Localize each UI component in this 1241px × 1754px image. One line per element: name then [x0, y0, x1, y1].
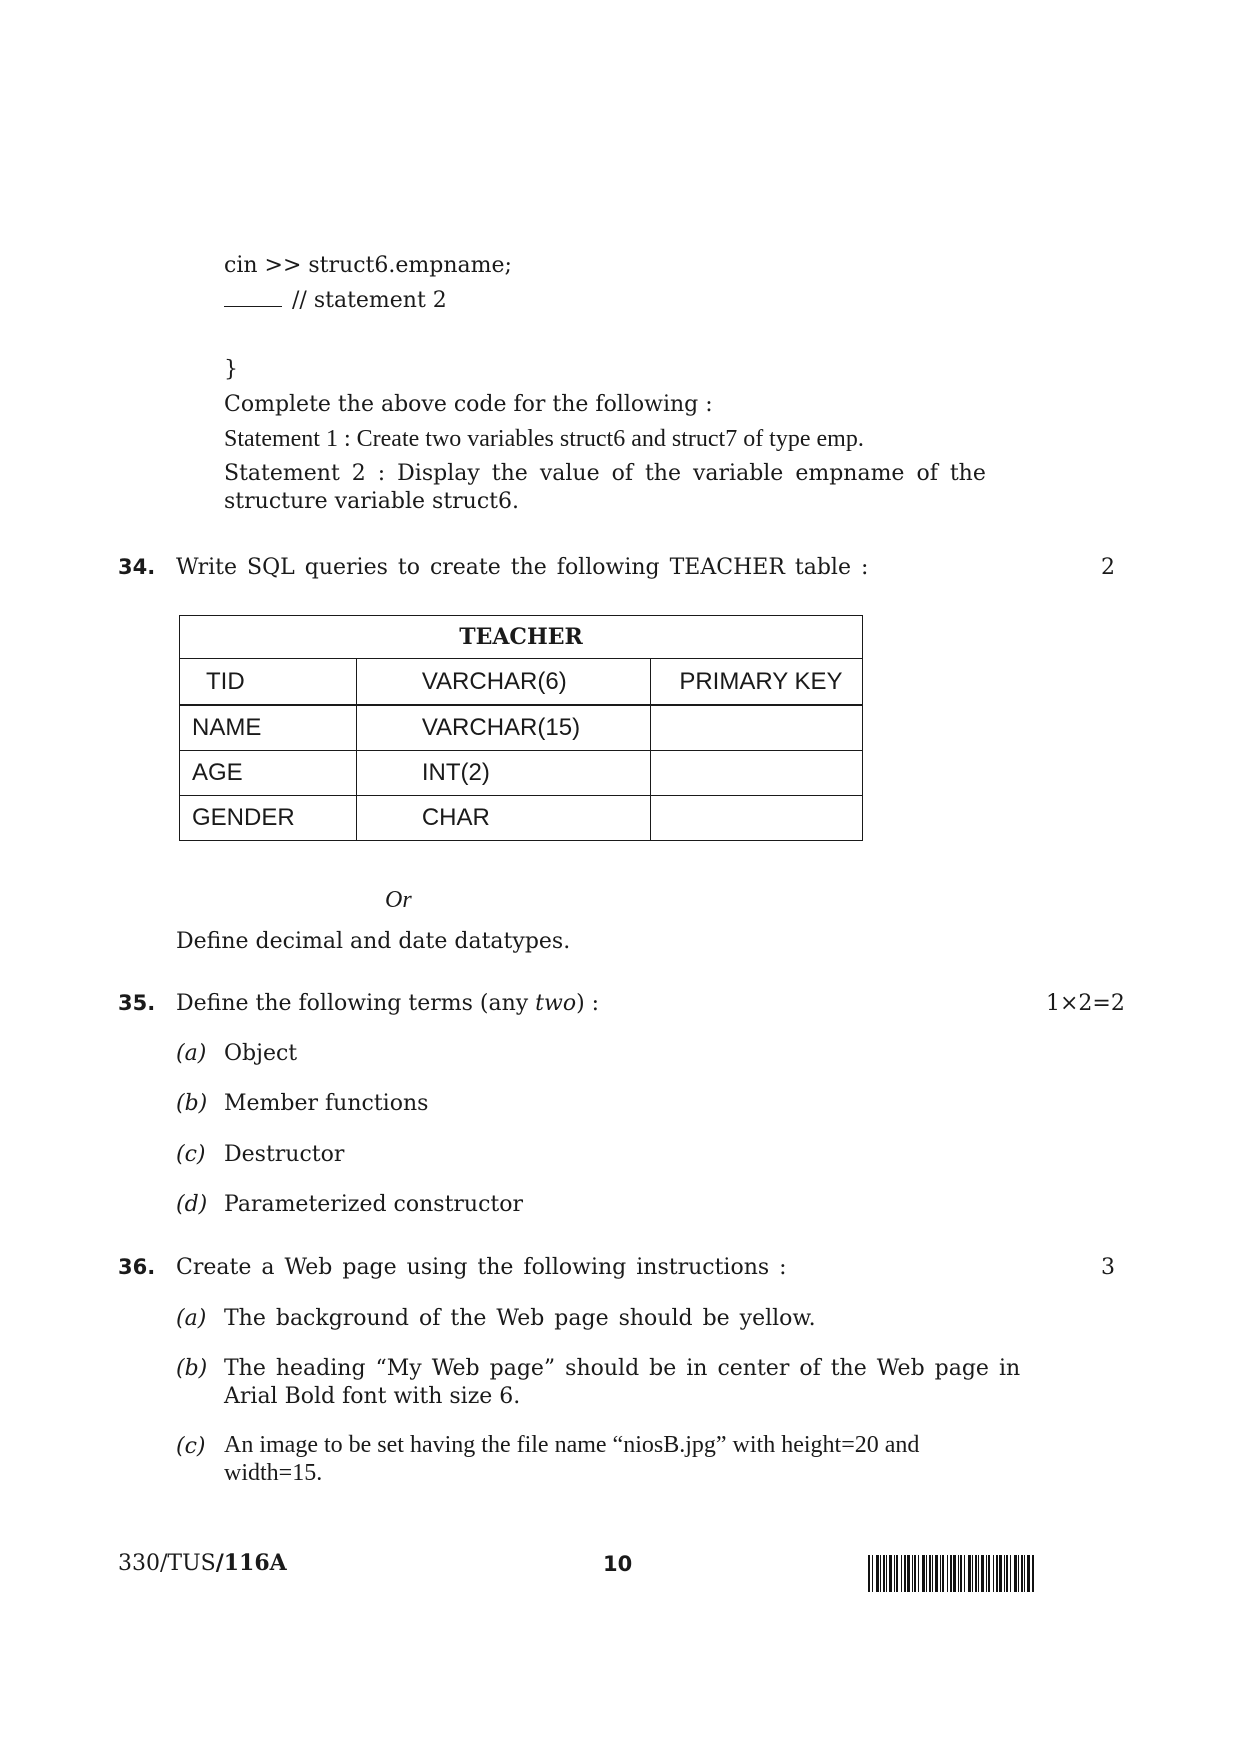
- q36-option-line1: The heading “My Web page” should be in center of the Web page in: [224, 1356, 1021, 1381]
- table-cell: VARCHAR(6): [356, 659, 651, 706]
- teacher-table: [179, 615, 863, 841]
- q36-option-line1: The background of the Web page should be yellow.: [224, 1306, 816, 1331]
- table-cell: INT(2): [356, 751, 651, 796]
- code-line-cin: cin >> struct6.empname;: [224, 253, 512, 278]
- paper-code: [118, 1550, 287, 1576]
- q35-text: [176, 991, 599, 1016]
- q35-option-text: Object: [224, 1041, 298, 1066]
- table-cell: [651, 751, 863, 796]
- q36-text: Create a Web page using the following instructions :: [176, 1255, 787, 1280]
- code-line-statement2: [224, 288, 447, 313]
- q36-option-line2: width=15.: [224, 1460, 323, 1486]
- code-closing-brace: }: [224, 357, 238, 382]
- table-row: [180, 659, 863, 706]
- table-cell: PRIMARY KEY: [651, 659, 863, 706]
- table-row: [180, 705, 863, 751]
- q36-option-line1: An image to be set having the file name “niosB.jpg” with height=20 and: [224, 1432, 920, 1458]
- table-cell: AGE: [180, 751, 357, 796]
- q36-option-label: (a): [176, 1306, 207, 1331]
- q34-text: Write SQL queries to create the following TEACHER table :: [176, 555, 869, 580]
- paper-code-suffix: /116A: [215, 1550, 287, 1576]
- q34-number: 34.: [118, 555, 156, 579]
- q35-option-label: (c): [176, 1142, 206, 1167]
- q35-option-label: (b): [176, 1091, 208, 1116]
- q36-option-label: (c): [176, 1434, 206, 1459]
- q35-option-text: Destructor: [224, 1142, 345, 1167]
- q35-number: 35.: [118, 991, 156, 1015]
- table-cell: CHAR: [356, 796, 651, 841]
- q35-marks: 1×2=2: [1046, 991, 1125, 1016]
- table-row: [180, 751, 863, 796]
- q33-statement1: Statement 1 : Create two variables struct6 and struct7 of type emp.: [224, 426, 864, 452]
- q35-text-pre: Define the following terms (any: [176, 991, 529, 1016]
- table-cell: [651, 796, 863, 841]
- q35-option-label: (a): [176, 1041, 207, 1066]
- page-number: 10: [603, 1552, 633, 1576]
- paper-code-prefix: 330/TUS: [118, 1551, 216, 1576]
- q36-option-line2: Arial Bold font with size 6.: [224, 1384, 521, 1409]
- barcode-image: [868, 1555, 1130, 1592]
- teacher-table-title: TEACHER: [180, 616, 863, 659]
- q33-statement2-line2: structure variable struct6.: [224, 489, 519, 514]
- table-cell: GENDER: [180, 796, 357, 841]
- q36-number: 36.: [118, 1255, 156, 1279]
- q34-alternative: Define decimal and date datatypes.: [176, 929, 571, 954]
- table-cell: [651, 705, 863, 751]
- q34-or: Or: [385, 887, 412, 913]
- blank-underline: [224, 288, 282, 307]
- q34-marks: 2: [1101, 555, 1115, 580]
- q35-text-emph: two: [535, 991, 577, 1016]
- table-cell: NAME: [180, 705, 357, 751]
- table-row: [180, 796, 863, 841]
- q35-option-text: Parameterized constructor: [224, 1192, 524, 1217]
- q33-instruction: Complete the above code for the following :: [224, 392, 713, 417]
- table-cell: VARCHAR(15): [356, 705, 651, 751]
- statement2-comment: // statement 2: [292, 288, 447, 313]
- q35-text-post: ) :: [576, 991, 600, 1016]
- table-cell: TID: [180, 659, 357, 706]
- q35-option-label: (d): [176, 1192, 208, 1217]
- q35-option-text: Member functions: [224, 1091, 429, 1116]
- q36-option-label: (b): [176, 1356, 208, 1381]
- q33-statement2-line1: Statement 2 : Display the value of the variable empname of the: [224, 461, 986, 486]
- q36-marks: 3: [1101, 1255, 1115, 1280]
